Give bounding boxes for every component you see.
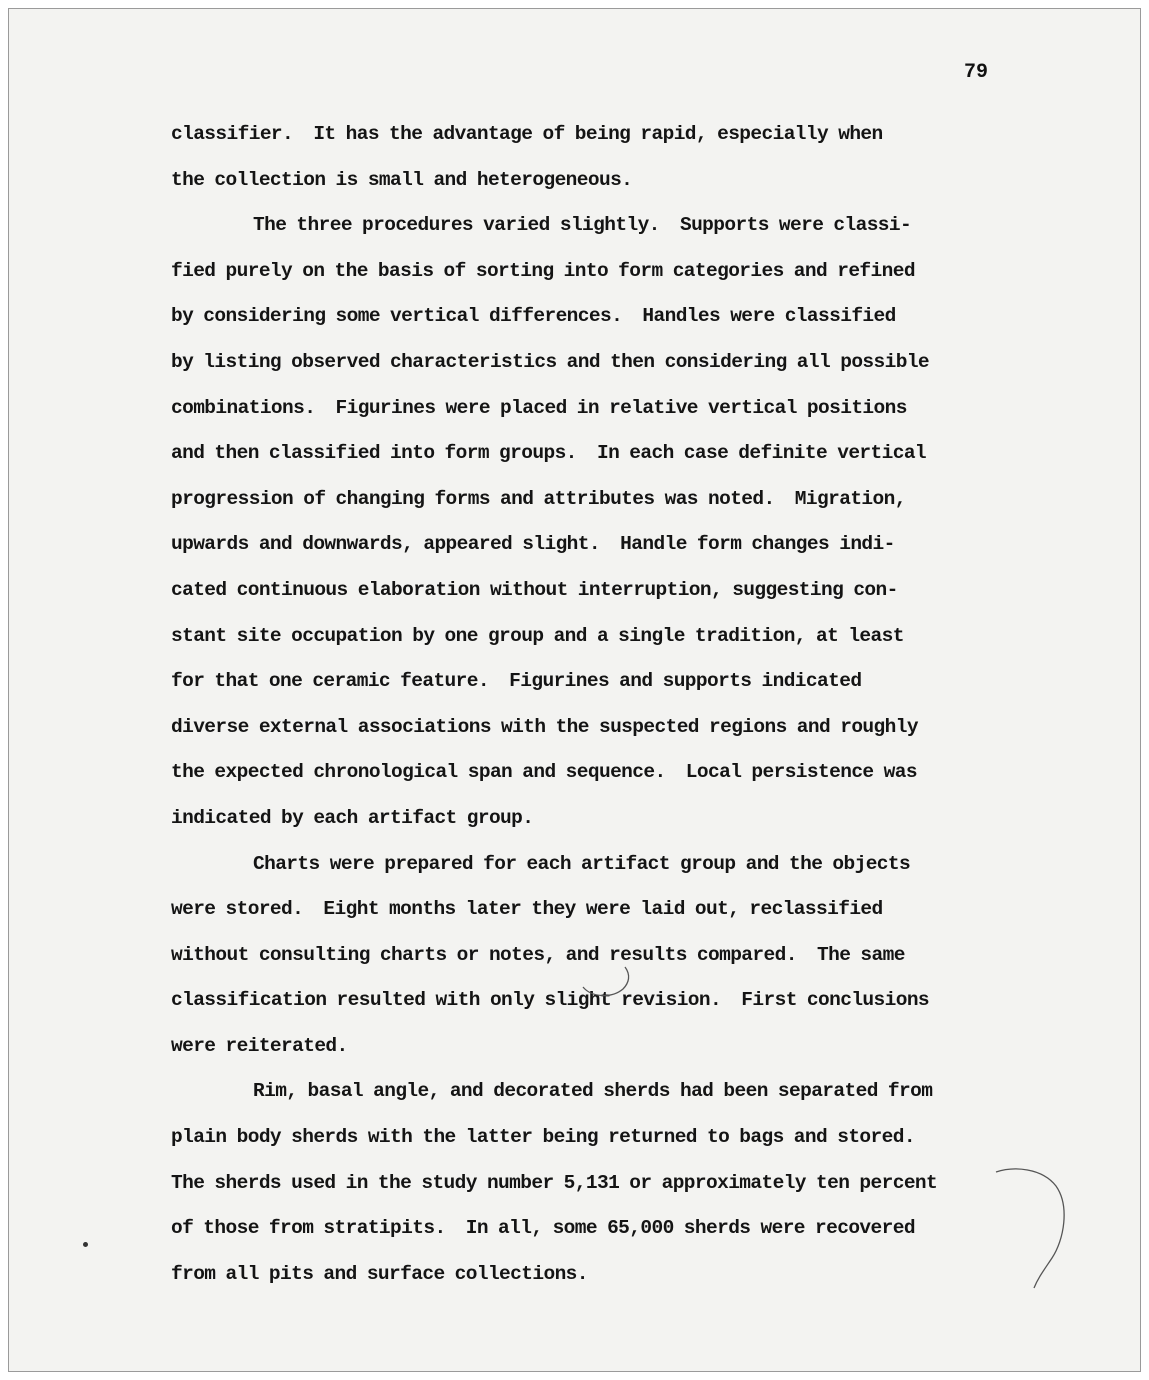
text-line: the expected chronological span and sequence. Local persistence was — [171, 761, 917, 784]
text-line: fied purely on the basis of sorting into form categories and refined — [171, 259, 915, 282]
text-line: without consulting charts or notes, and results compared. The same — [171, 943, 905, 966]
text-line: the collection is small and heterogeneous. — [171, 168, 633, 191]
paragraph-first-line: Charts were prepared for each artifact group and the objects — [253, 852, 911, 875]
text-line: diverse external associations with the suspected regions and roughly — [171, 715, 918, 738]
pencil-check-mark — [579, 961, 639, 1001]
text-line: classifier. It has the advantage of being rapid, especially when — [171, 123, 883, 145]
scanned-page — [8, 8, 1141, 1372]
text-line: combinations. Figurines were placed in relative vertical positions — [171, 396, 907, 419]
text-line: by considering some vertical differences. Handles were classified — [171, 305, 896, 328]
text-line: of those from stratipits. In all, some 65,000 sherds were recovered — [171, 1217, 915, 1240]
text-line: progression of changing forms and attributes was noted. Migration, — [171, 487, 906, 510]
text-line: indicated by each artifact group. — [171, 806, 534, 829]
scan-speck — [83, 1242, 88, 1247]
body-text — [171, 112, 991, 1297]
text-line: stant site occupation by one group and a single tradition, at least — [171, 624, 904, 647]
text-line: The sherds used in the study number 5,131 or approximately ten percent — [171, 1171, 938, 1194]
text-line: by listing observed characteristics and then considering all possible — [171, 350, 930, 373]
pencil-margin-bracket — [994, 1164, 1084, 1294]
text-line: plain body sherds with the latter being returned to bags and stored. — [171, 1126, 915, 1149]
page-number: 79 — [964, 61, 989, 84]
text-line: for that one ceramic feature. Figurines and supports indicated — [171, 670, 862, 693]
text-line: cated continuous elaboration without interruption, suggesting con- — [171, 578, 898, 601]
text-line: were reiterated. — [171, 1034, 348, 1057]
text-line: were stored. Eight months later they were laid out, reclassified — [171, 898, 883, 921]
text-line: and then classified into form groups. In each case definite vertical — [171, 442, 927, 465]
paragraph-first-line: The three procedures varied slightly. Supports were classi- — [253, 214, 912, 237]
text-line: upwards and downwards, appeared slight. Handle form changes indi- — [171, 533, 895, 556]
paragraph-first-line: Rim, basal angle, and decorated sherds had been separated from — [253, 1080, 933, 1103]
text-line: classification resulted with only slight revision. First conclusions — [171, 989, 930, 1012]
text-line: from all pits and surface collections. — [171, 1262, 588, 1285]
